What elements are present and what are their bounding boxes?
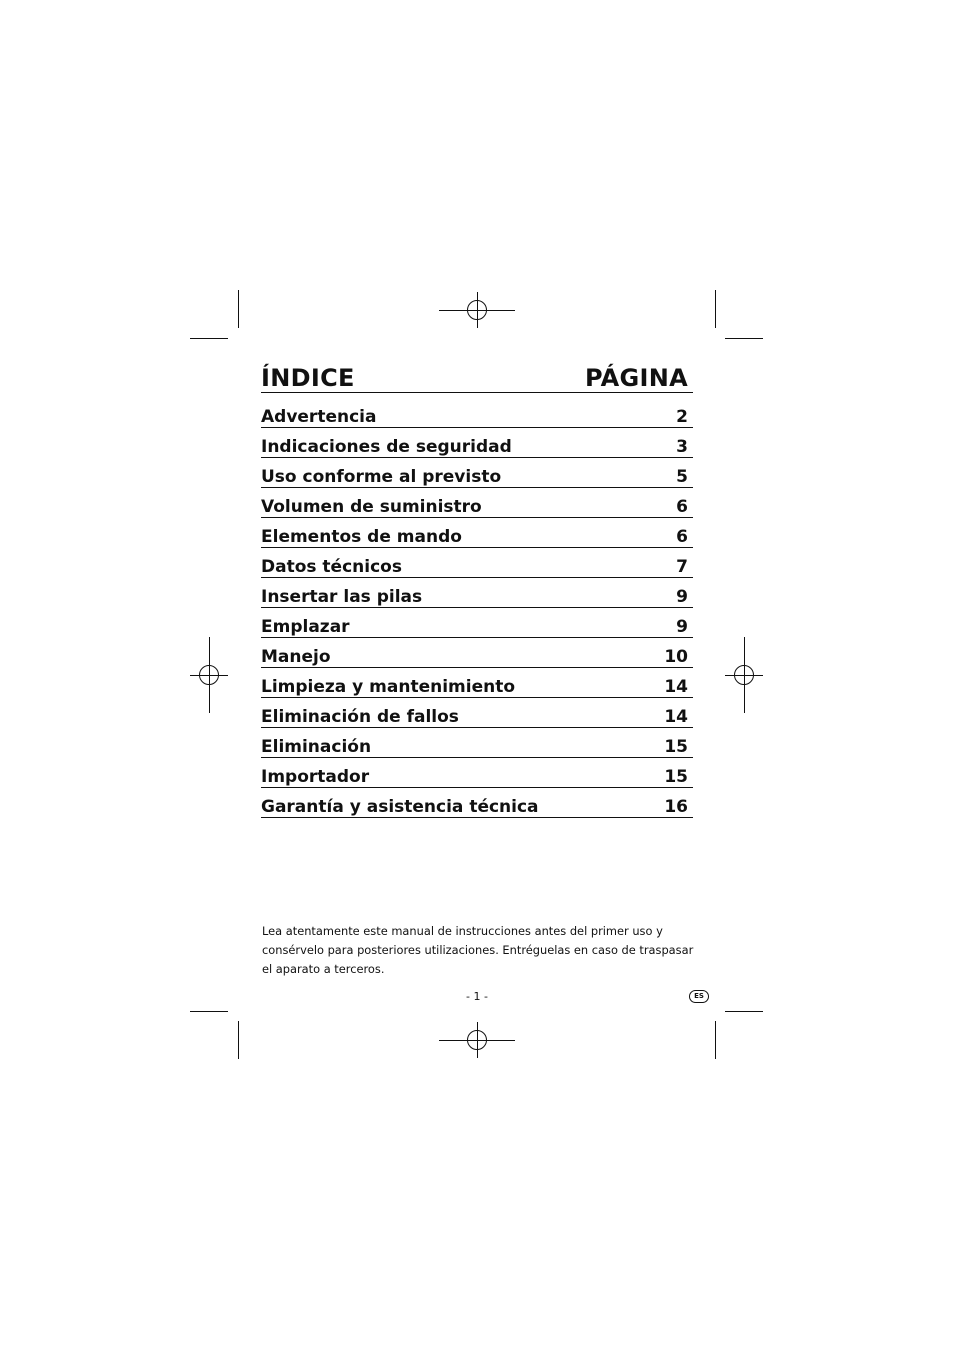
toc-entry-title: Limpieza y mantenimiento <box>261 677 516 697</box>
toc-entry-title: Uso conforme al previsto <box>261 467 502 487</box>
toc-entry-page: 9 <box>676 587 688 607</box>
toc-entry[interactable] <box>261 434 693 458</box>
toc-heading-page: PÁGINA <box>584 364 688 392</box>
toc-entry[interactable] <box>261 734 693 758</box>
instructions-note <box>262 922 702 979</box>
toc-entry-page: 5 <box>676 467 688 487</box>
crop-mark <box>725 1011 763 1012</box>
toc-entry-title: Eliminación <box>261 737 372 757</box>
crop-mark <box>715 1021 716 1059</box>
toc-entry-title: Advertencia <box>261 407 377 427</box>
toc-entry-title: Indicaciones de seguridad <box>261 437 512 457</box>
crop-mark <box>190 1011 228 1012</box>
crop-mark <box>715 290 716 328</box>
toc-heading-index: ÍNDICE <box>261 364 355 392</box>
toc-entry-page: 15 <box>664 737 688 757</box>
toc-entry-title: Emplazar <box>261 617 350 637</box>
toc-entry[interactable] <box>261 644 693 668</box>
toc-entry[interactable] <box>261 404 693 428</box>
toc-entry-page: 14 <box>664 707 688 727</box>
toc-entry-title: Insertar las pilas <box>261 587 423 607</box>
note-line: Lea atentamente este manual de instrucciones antes del primer uso y <box>262 924 663 938</box>
toc-list <box>261 404 693 818</box>
note-line: consérvelo para posteriores utilizaciones. Entréguelas en caso de traspasar <box>262 943 694 957</box>
crop-mark <box>725 338 763 339</box>
language-badge: ES <box>689 990 709 1003</box>
toc-entry[interactable] <box>261 554 693 578</box>
note-line: el aparato a terceros. <box>262 962 385 976</box>
crop-mark <box>238 290 239 328</box>
toc-entry-page: 2 <box>676 407 688 427</box>
toc-entry-title: Garantía y asistencia técnica <box>261 797 539 817</box>
registration-circle <box>199 665 219 685</box>
toc-entry[interactable] <box>261 584 693 608</box>
registration-circle <box>467 1030 487 1050</box>
toc-entry-page: 9 <box>676 617 688 637</box>
toc-entry-title: Datos técnicos <box>261 557 402 577</box>
toc-entry-title: Manejo <box>261 647 331 667</box>
toc-entry-page: 3 <box>676 437 688 457</box>
toc-entry-page: 7 <box>676 557 688 577</box>
toc-header <box>261 360 693 393</box>
toc-entry-page: 15 <box>664 767 688 787</box>
toc-entry-page: 10 <box>664 647 688 667</box>
page-number: - 1 - <box>466 990 488 1003</box>
crop-mark <box>190 338 228 339</box>
toc-entry-page: 6 <box>676 527 688 547</box>
toc-entry-title: Elementos de mando <box>261 527 462 547</box>
toc-entry[interactable] <box>261 674 693 698</box>
toc-entry-page: 14 <box>664 677 688 697</box>
toc-entry-page: 16 <box>664 797 688 817</box>
registration-circle <box>467 300 487 320</box>
table-of-contents <box>261 360 693 824</box>
toc-entry[interactable] <box>261 614 693 638</box>
toc-entry[interactable] <box>261 764 693 788</box>
toc-entry-title: Eliminación de fallos <box>261 707 459 727</box>
toc-entry-title: Volumen de suministro <box>261 497 482 517</box>
toc-entry[interactable] <box>261 794 693 818</box>
toc-entry-title: Importador <box>261 767 370 787</box>
crop-mark <box>238 1021 239 1059</box>
toc-entry[interactable] <box>261 704 693 728</box>
toc-entry[interactable] <box>261 494 693 518</box>
toc-entry[interactable] <box>261 524 693 548</box>
toc-entry[interactable] <box>261 464 693 488</box>
registration-circle <box>734 665 754 685</box>
toc-entry-page: 6 <box>676 497 688 517</box>
